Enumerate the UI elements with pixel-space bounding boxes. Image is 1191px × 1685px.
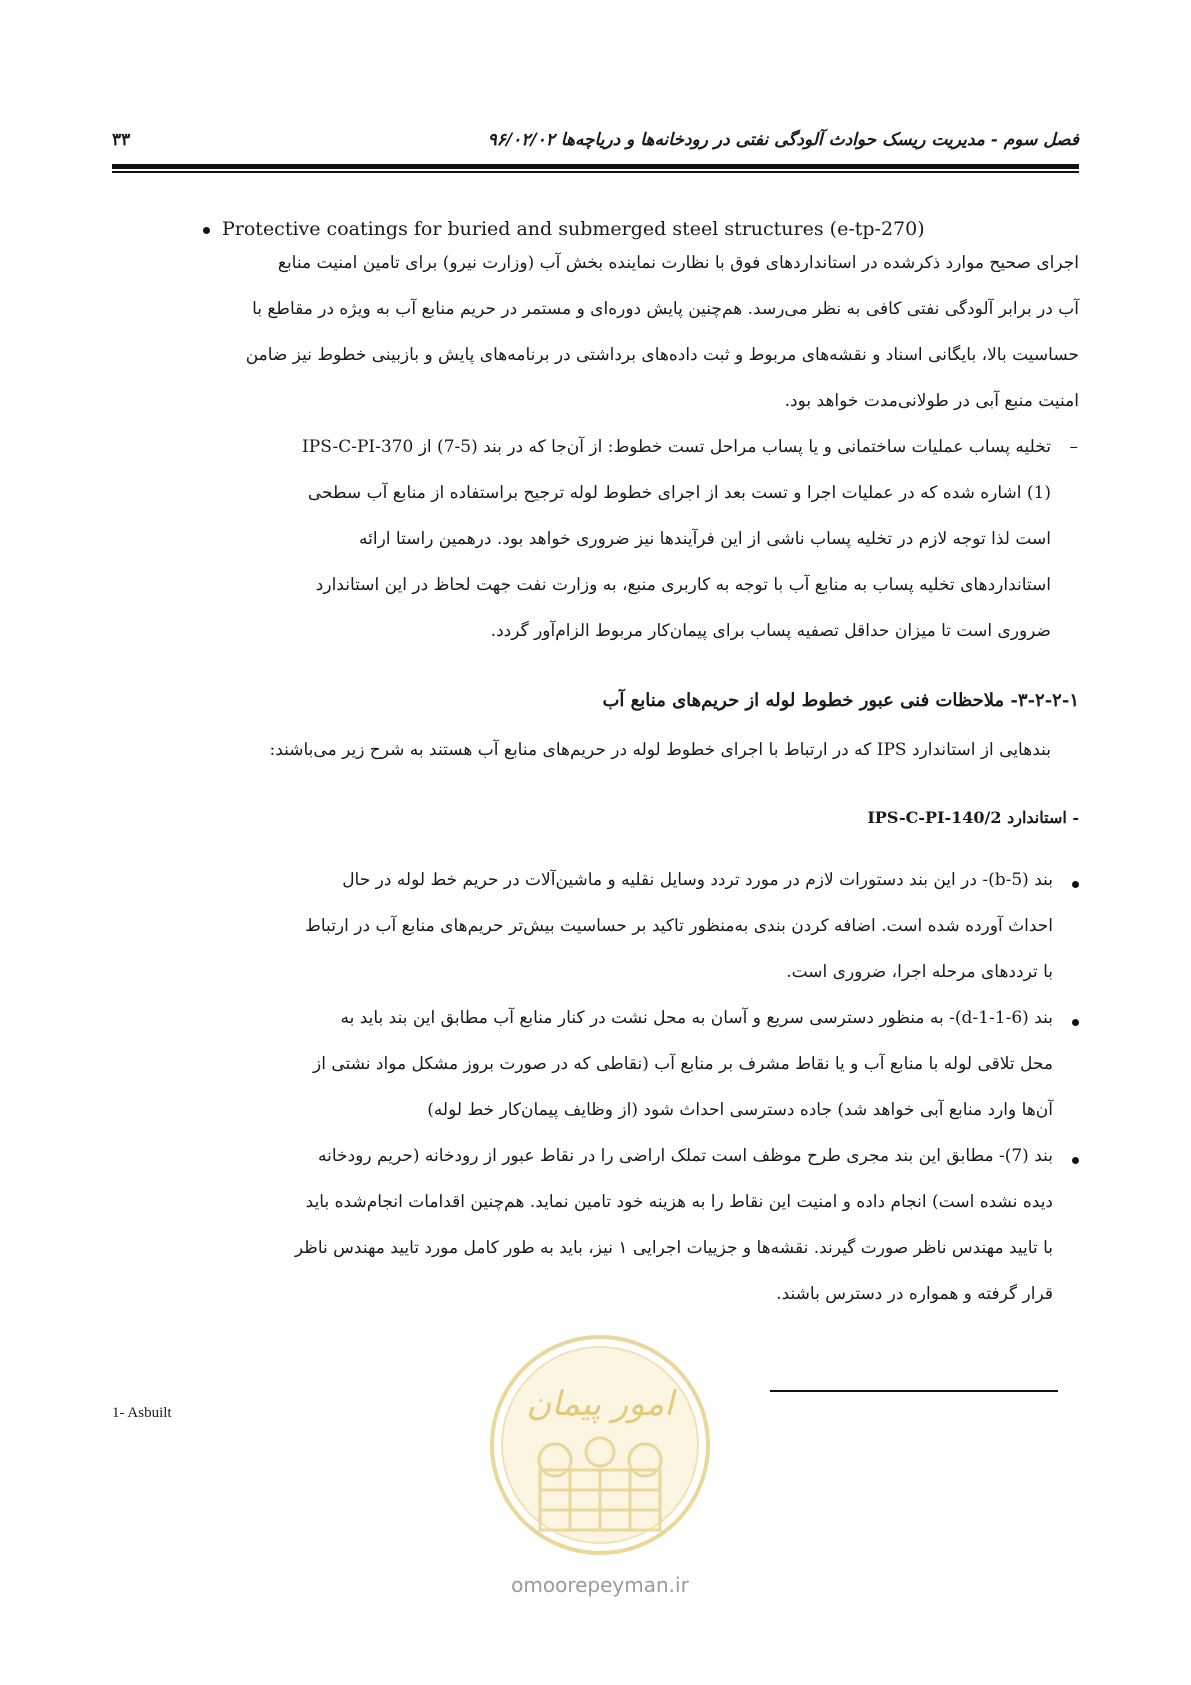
watermark-site: omoorepeyman.ir: [511, 1573, 689, 1597]
para1-line-1: اجرای صحیح موارد ذکرشده در استانداردهای فوق با نظارت نماینده بخش آب (وزارت نیرو) برای تامین امنیت منابع: [277, 253, 1079, 273]
section-intro: بندهایی از استاندارد IPS که در ارتباط با اجرای خطوط لوله در حریم‌های منابع آب هستند به شرح زیر می‌باشند:: [269, 740, 1051, 760]
bullet-dot: [203, 227, 210, 234]
dash-line-3: است لذا توجه لازم در تخلیه پساب ناشی از این فرآیندها نیز ضروری خواهد بود. درهمین راستا ارائه: [359, 529, 1051, 549]
dash-line-2: (1) اشاره شده که در عملیات اجرا و تست بعد از اجرای خطوط لوله ترجیح براستفاده از منابع آب سطحی: [307, 483, 1051, 503]
bullet2-line-2: محل تلاقی لوله با منابع آب و یا نقاط مشرف بر منابع آب (نقاطی که در صورت بروز مشکل مواد نشتی از: [313, 1054, 1053, 1074]
sub-heading: - استاندارد IPS-C-PI-140/2: [867, 808, 1079, 827]
page-header: [112, 130, 1079, 154]
bullet1-line-3: با ترددهای مرحله اجرا، ضروری است.: [786, 962, 1053, 982]
footnote-rule: [770, 1390, 1058, 1392]
english-bullet-item: [203, 218, 925, 240]
bullet3-line-1: بند (7)- مطابق این بند مجری طرح موظف است تملک اراضی را در نقاط عبور از رودخانه (حریم رودخانه: [318, 1146, 1053, 1166]
bullet-dot: [1072, 1019, 1079, 1026]
seal-logo-icon: [485, 1330, 715, 1560]
watermark-seal: [485, 1330, 715, 1560]
page-number: ۳۳: [112, 130, 131, 150]
bullet3-line-2: دیده نشده است) انجام داده و امنیت این نقاط را به هزینه خود تامین نماید. هم‌چنین اقدامات انجام‌شده باید: [305, 1192, 1053, 1212]
english-bullet-text: Protective coatings for buried and submerged steel structures (e-tp-270): [222, 218, 925, 240]
dash-line-4: استانداردهای تخلیه پساب به منابع آب با توجه به کاربری منبع، به وزارت نفت جهت لحاظ در این استاندارد: [315, 575, 1051, 595]
header-rule-thick: [112, 164, 1079, 169]
dash-marker: –: [1069, 437, 1078, 457]
para1-line-3: حساسیت بالا، بایگانی اسناد و نقشه‌های مربوط و ثبت داده‌های برداشتی در برنامه‌های پایش و بازبینی خطوط نیز ضامن: [245, 345, 1079, 365]
bullet-dot: [1072, 1157, 1079, 1164]
bullet2-line-3: آن‌ها وارد منابع آبی خواهد شد) جاده دسترسی احداث شود (از وظایف پیمان‌کار خط لوله): [427, 1100, 1053, 1120]
bullet1-line-2: احداث آورده شده است. اضافه کردن بندی به‌منظور تاکید بر حساسیت بیش‌تر حریم‌های منابع آب در ارتباط: [305, 916, 1053, 936]
dash-line-5: ضروری است تا میزان حداقل تصفیه پساب برای پیمان‌کار مربوط الزام‌آور گردد.: [490, 621, 1051, 641]
bullet3-line-3: با تایید مهندس ناظر صورت گیرند. نقشه‌ها و جزییات اجرایی ۱ نیز، باید به طور کامل مورد تایید مهندس ناظر: [294, 1238, 1053, 1258]
footnote: 1- Asbuilt: [112, 1405, 172, 1421]
bullet1-line-1: بند (5-b)- در این بند دستورات لازم در مورد تردد وسایل نقلیه و ماشین‌آلات در حریم خط لوله در حال: [342, 870, 1053, 890]
bullet-dot: [1072, 881, 1079, 888]
header-rule-thin: [112, 171, 1079, 173]
para1-line-2: آب در برابر آلودگی نفتی کافی به نظر می‌رسد. هم‌چنین پایش دوره‌ای و مستمر در حریم منابع آب به ویژه در مقاطع با: [252, 299, 1079, 319]
section-heading: ۳-۲-۲-۱- ملاحظات فنی عبور خطوط لوله از حریم‌های منابع آب: [602, 690, 1079, 711]
bullet3-line-4: قرار گرفته و همواره در دسترس باشند.: [776, 1284, 1053, 1304]
dash-line-1: تخلیه پساب عملیات ساختمانی و یا پساب مراحل تست خطوط: از آن‌جا که در بند (5-7) از IPS-C-PI-370: [302, 437, 1051, 457]
para1-line-4: امنیت منبع آبی در طولانی‌مدت خواهد بود.: [784, 391, 1079, 411]
seal-text: امور پیمان: [526, 1384, 674, 1424]
bullet2-line-1: بند (6-1-1-d)- به منظور دسترسی سریع و آسان به محل نشت در کنار منابع آب مطابق این بند باید به: [340, 1008, 1053, 1028]
running-title: فصل سوم - مدیریت ریسک حوادث آلودگی نفتی در رودخانه‌ها و دریاچه‌ها ۹۶/۰۲/۰۲: [487, 130, 1079, 150]
